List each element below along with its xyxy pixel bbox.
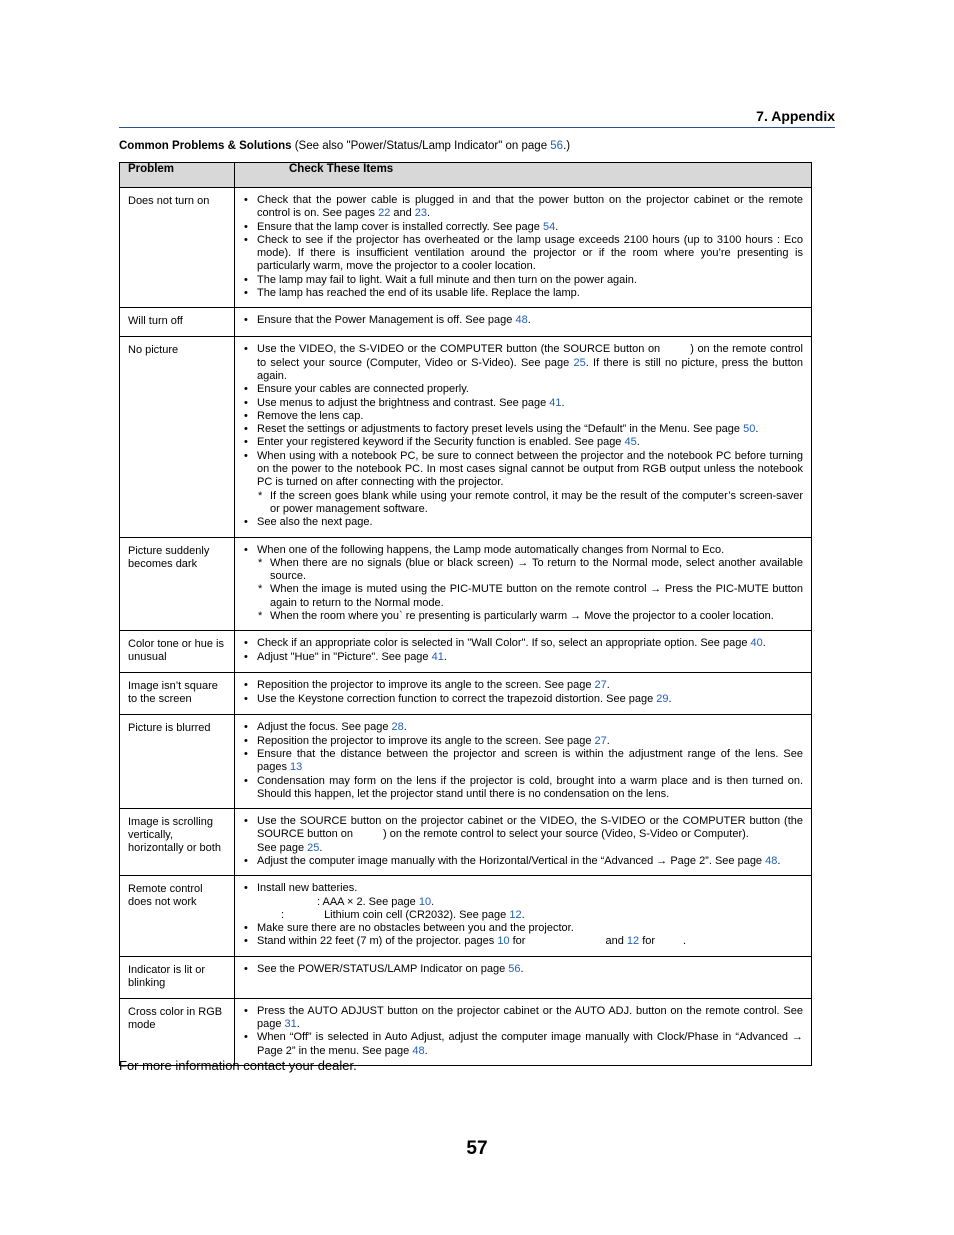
page-link[interactable]: 25: [573, 356, 586, 369]
list-item: • Install new batteries.: [243, 882, 803, 895]
page-header: [119, 108, 835, 128]
page-number: 57: [466, 1138, 488, 1159]
list-item: • Use the SOURCE button on the projector cabinet or the VIDEO, the S-VIDEO or the COMPUTER button (the SOURCE button on ) on the remote control to select your source (Video, S-Video or Computer). See page 25.: [243, 815, 803, 855]
page-link[interactable]: 12: [509, 908, 522, 921]
problem-cell: Indicator is lit or blinking: [120, 956, 235, 998]
list-item: • The lamp has reached the end of its usable life. Replace the lamp.: [243, 287, 803, 300]
page-link[interactable]: 48: [515, 314, 528, 327]
list-item: • Check to see if the projector has overheated or the lamp usage exceeds 2100 hours (up to 3100 hours : Eco mode). If there is insufficient ventilation around the projector or if the room where you’re presenting is particularly warm, move the projector to a cooler location.: [243, 234, 803, 274]
page-link[interactable]: 29: [656, 692, 669, 705]
list-item: • When one of the following happens, the Lamp mode automatically changes from Normal to Eco.: [243, 544, 803, 557]
page-link[interactable]: 10: [497, 935, 510, 948]
list-item: • Press the AUTO ADJUST button on the projector cabinet or the AUTO ADJ. button on the remote control. See page 31.: [243, 1005, 803, 1032]
table-row: [120, 631, 812, 673]
table-row: [120, 956, 812, 998]
problems-table: [119, 162, 812, 1066]
list-item: • Check that the power cable is plugged in and that the power button on the projector cabinet or the remote control is on. See pages 22 and 23.: [243, 194, 803, 221]
page-link[interactable]: 27: [594, 679, 607, 692]
problem-cell: Will turn off: [120, 308, 235, 337]
list-item: • When “Off” is selected in Auto Adjust, adjust the computer image manually with Clock/Phase in “Advanced → Page 2” in the menu. See page 48.: [243, 1031, 803, 1058]
list-item: • Ensure that the Power Management is off. See page 48.: [243, 314, 803, 327]
problem-cell: Image isn’t square to the screen: [120, 673, 235, 715]
list-sub-item: * If the screen goes blank while using your remote control, it may be the result of the computer’s screen-saver or power management software.: [243, 490, 803, 517]
page-link[interactable]: 54: [542, 220, 556, 233]
page-link[interactable]: 41: [431, 650, 444, 663]
check-items-cell: [235, 631, 812, 673]
page-link[interactable]: 10: [418, 895, 432, 908]
page-link[interactable]: 22: [378, 207, 391, 220]
list-item: • Condensation may form on the lens if the projector is cold, brought into a warm place and is then turned on. Should this happen, let the projector stand until there is no condensation on the lens.: [243, 775, 803, 802]
page-link[interactable]: 50: [743, 423, 756, 436]
section-title: Common Problems & Solutions: [119, 140, 292, 152]
list-item: • Enter your registered keyword if the Security function is enabled. See page 45.: [243, 436, 803, 449]
page-link[interactable]: 27: [594, 734, 607, 747]
problem-cell: Image is scrolling vertically, horizontally or both: [120, 809, 235, 876]
list-item: • The lamp may fail to light. Wait a full minute and then turn on the power again.: [243, 274, 803, 287]
page-link[interactable]: 56: [550, 140, 564, 152]
table-header-row: [120, 163, 812, 188]
list-item: • Use the Keystone correction function to correct the trapezoid distortion. See page 29.: [243, 693, 803, 706]
table-row: [120, 876, 812, 956]
table-row: [120, 809, 812, 876]
section-heading: [119, 140, 570, 152]
page-link[interactable]: 40: [750, 637, 763, 650]
page-link[interactable]: 48: [765, 854, 778, 867]
list-item: • Ensure that the lamp cover is installed correctly. See page 54.: [243, 221, 803, 234]
list-item: • Reposition the projector to improve its angle to the screen. See page 27.: [243, 735, 803, 748]
list-item: • See also the next page.: [243, 516, 803, 529]
table-row: [120, 673, 812, 715]
list-sub-item: : AAA × 2. See page 10.: [317, 895, 435, 908]
page-link[interactable]: 56: [508, 962, 521, 975]
table-row: [120, 308, 812, 337]
list-sub-item: : Lithium coin cell (CR2032). See page 12.: [281, 908, 525, 921]
page-link[interactable]: 41: [549, 396, 562, 409]
section-note: (See also "Power/Status/Lamp Indicator" on page 56.): [294, 140, 571, 152]
check-items-cell: [235, 715, 812, 809]
list-item: • Make sure there are no obstacles between you and the projector.: [243, 922, 803, 935]
list-sub-item: * When there are no signals (blue or black screen) → To return to the Normal mode, select another available source.: [243, 557, 803, 584]
footer-note: For more information contact your dealer.: [119, 1058, 357, 1073]
check-items-cell: [235, 876, 812, 956]
list-item: • Ensure your cables are connected properly.: [243, 383, 803, 396]
list-item: • Ensure that the distance between the projector and screen is within the adjustment range of the lens. See pages 13: [243, 748, 803, 775]
list-item: • Use the VIDEO, the S-VIDEO or the COMPUTER button (the SOURCE button on ) on the remote control to select your source (Computer, Video or S-Video). See page 25. If there is still no picture, press the button again.: [243, 343, 803, 383]
page-link[interactable]: 12: [626, 935, 640, 948]
problem-cell: Remote control does not work: [120, 876, 235, 956]
page-link[interactable]: 48: [412, 1044, 425, 1057]
list-sub-item: * When the room where you` re presenting is particularly warm → Move the projector to a cooler location.: [243, 610, 803, 623]
problem-cell: Cross color in RGB mode: [120, 998, 235, 1065]
list-item: • Use menus to adjust the brightness and contrast. See page 41.: [243, 397, 803, 410]
table-row: [120, 715, 812, 809]
table-row: [120, 337, 812, 537]
page-link[interactable]: 25: [307, 841, 320, 854]
list-item: • Adjust the computer image manually with the Horizontal/Vertical in the “Advanced → Page 2”. See page 48.: [243, 855, 803, 868]
page-link[interactable]: 45: [624, 436, 637, 449]
list-item: • Stand within 22 feet (7 m) of the projector. pages 10 for and 12 for .: [243, 935, 803, 948]
check-items-cell: [235, 188, 812, 308]
list-item: • Adjust the focus. See page 28.: [243, 721, 803, 734]
list-item: • Reset the settings or adjustments to factory preset levels using the “Default” in the Menu. See page 50.: [243, 423, 803, 436]
check-items-cell: [235, 337, 812, 537]
page-link[interactable]: 23: [414, 207, 428, 220]
problem-cell: Picture is blurred: [120, 715, 235, 809]
list-item: • When using with a notebook PC, be sure to connect between the projector and the notebook PC before turning on the power to the notebook PC. In most cases signal cannot be output from RGB output unless the notebook PC is turned on after connecting with the projector.: [243, 450, 803, 490]
problem-cell: No picture: [120, 337, 235, 537]
problem-cell: Does not turn on: [120, 188, 235, 308]
column-header-check: Check These Items: [235, 163, 812, 188]
list-item: • Remove the lens cap.: [243, 410, 803, 423]
check-items-cell: [235, 537, 812, 631]
check-items-cell: [235, 308, 812, 337]
list-item: • Adjust "Hue" in "Picture". See page 41.: [243, 651, 803, 664]
check-items-cell: [235, 956, 812, 998]
table-row: [120, 998, 812, 1065]
problem-cell: Picture suddenly becomes dark: [120, 537, 235, 631]
list-item: • Check if an appropriate color is selected in "Wall Color". If so, select an appropriate option. See page 40.: [243, 637, 803, 650]
table-row: [120, 537, 812, 631]
table-row: [120, 188, 812, 308]
list-sub-item: * When the image is muted using the PIC-MUTE button on the remote control → Press the PIC-MUTE button again to return to the Normal mode.: [243, 583, 803, 610]
column-header-problem: Problem: [120, 163, 235, 188]
problem-cell: Color tone or hue is unusual: [120, 631, 235, 673]
list-item: • See the POWER/STATUS/LAMP Indicator on page 56.: [243, 963, 803, 976]
page-link[interactable]: 28: [391, 721, 404, 734]
check-items-cell: [235, 673, 812, 715]
check-items-cell: [235, 998, 812, 1065]
page-link[interactable]: 31: [284, 1018, 297, 1031]
check-items-cell: [235, 809, 812, 876]
chapter-title: 7. Appendix: [756, 108, 835, 124]
list-item: • Reposition the projector to improve its angle to the screen. See page 27.: [243, 679, 803, 692]
page-link[interactable]: 13: [290, 761, 303, 774]
